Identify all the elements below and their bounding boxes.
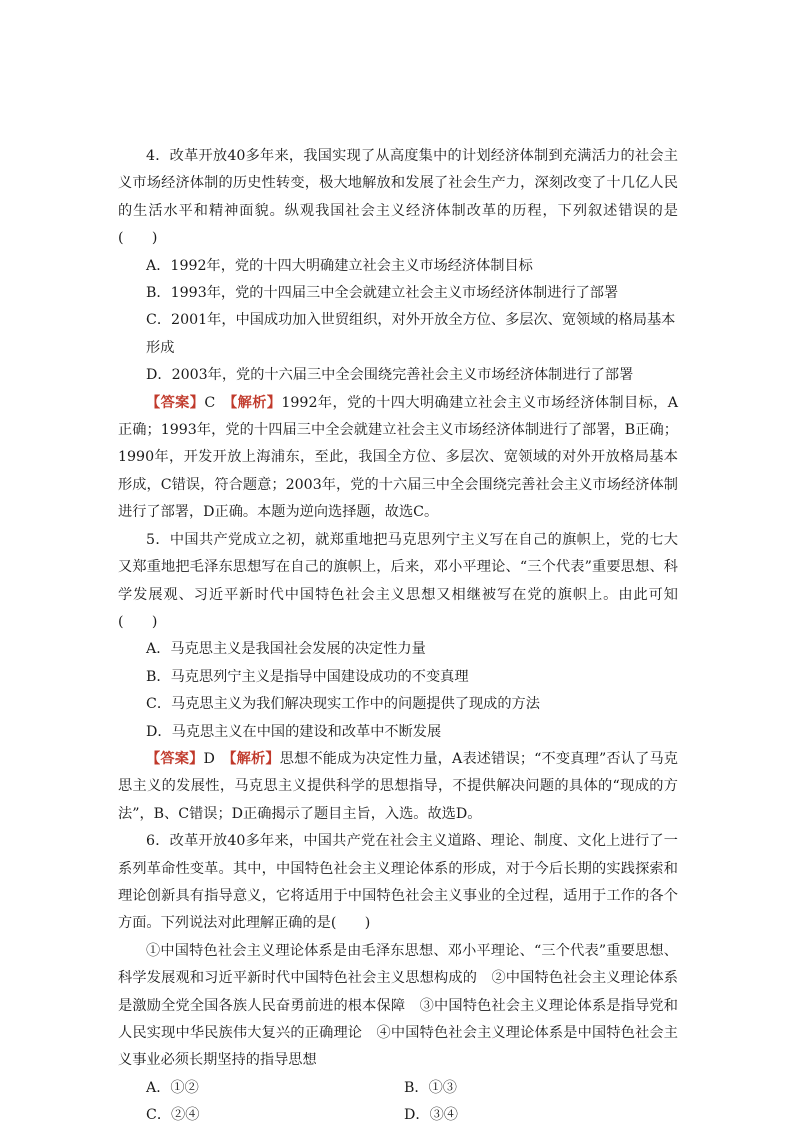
document-page bbox=[118, 143, 678, 1130]
question-5-option-a: A．马克思主义是我国社会发展的决定性力量 bbox=[146, 641, 426, 658]
question-6-option-d: D．③④ bbox=[404, 1107, 458, 1124]
question-4-option-b: B．1993年，党的十四届三中全会就建立社会主义市场经济体制进行了部署 bbox=[146, 285, 619, 302]
question-6-options-row-2 bbox=[118, 1102, 678, 1129]
question-4-answer bbox=[118, 390, 678, 527]
question-4-option-a: A．1992年，党的十四大明确建立社会主义市场经济体制目标 bbox=[146, 257, 533, 274]
analysis-text: 1992年，党的十四大明确建立社会主义市场经济体制目标，A正确；1993年，党的十四届三中全会就建立社会主义市场经济体制进行了部署，B正确；1990年，开发开放上海浦东，至此，我国全方位、多层次、宽领域的对外开放格局基本形成，C错误，符合题意；2003年，党的十六届三中全会围绕完善社会主义市场经济体制进行了部署，D正确。本题为逆向选择题，故选C。 bbox=[118, 394, 678, 521]
analysis-label: 【解析】 bbox=[230, 394, 282, 411]
question-6-option-b: B．①③ bbox=[404, 1079, 457, 1096]
question-5-option-d: D．马克思主义在中国的建设和改革中不断发展 bbox=[146, 723, 442, 740]
question-5-answer bbox=[118, 746, 678, 828]
question-6-option-c: C．②④ bbox=[146, 1107, 200, 1124]
question-6-options-row-1 bbox=[118, 1075, 678, 1102]
answer-value: C bbox=[204, 394, 231, 411]
question-4-stem: 4．改革开放40多年来，我国实现了从高度集中的计划经济体制到充满活力的社会主义市场经济体制的历史性转变，极大地解放和发展了社会生产力，深刻改变了十几亿人民的生活水平和精神面貌。纵观我国社会主义经济体制改革的历程，下列叙述错误的是( ) bbox=[118, 148, 678, 247]
question-5-option-c: C．马克思主义为我们解决现实工作中的问题提供了现成的方法 bbox=[146, 696, 540, 713]
answer-value: D bbox=[203, 750, 230, 767]
analysis-label: 【解析】 bbox=[229, 750, 280, 767]
question-6-option-a: A．①② bbox=[146, 1079, 199, 1096]
question-6-statements: ①中国特色社会主义理论体系是由毛泽东思想、邓小平理论、“三个代表”重要思想、科学发展观和习近平新时代中国特色社会主义思想构成的 ②中国特色社会主义理论体系是激励全党全国各族人民奋勇前进的根本保障 ③中国特色社会主义理论体系是指导党和人民实现中华民族伟大复兴的正确理论 ④中国特色社会主义理论体系是中国特色社会主义事业必须长期坚持的指导思想 bbox=[118, 942, 678, 1069]
answer-label: 【答案】 bbox=[146, 394, 205, 411]
question-4-option-c: C．2001年，中国成功加入世贸组织，对外开放全方位、多层次、宽领域的格局基本形成 bbox=[146, 312, 676, 356]
question-5-stem: 5．中国共产党成立之初，就郑重地把马克思列宁主义写在自己的旗帜上，党的七大又郑重地把毛泽东思想写在自己的旗帜上，后来，邓小平理论、“三个代表”重要思想、科学发展观、习近平新时代中国特色社会主义思想又相继被写在党的旗帜上。由此可知( ) bbox=[118, 531, 678, 630]
question-5-option-b: B．马克思列宁主义是指导中国建设成功的不变真理 bbox=[146, 668, 469, 685]
question-6-stem: 6．改革开放40多年来，中国共产党在社会主义道路、理论、制度、文化上进行了一系列革命性变革。其中，中国特色社会主义理论体系的形成，对于今后长期的实践探索和理论创新具有指导意义，它将适用于中国特色社会主义事业的全过程，适用于工作的各个方面。下列说法对此理解正确的是( ) bbox=[118, 833, 678, 932]
analysis-text: 思想不能成为决定性力量，A表述错误；“不变真理”否认了马克思主义的发展性，马克思主义提供科学的思想指导，不提供解决问题的具体的“现成的方法”，B、C错误；D正确揭示了题目主旨，入选。故选D。 bbox=[118, 750, 678, 822]
answer-label: 【答案】 bbox=[146, 750, 204, 767]
question-4-option-d: D．2003年，党的十六届三中全会围绕完善社会主义市场经济体制进行了部署 bbox=[146, 367, 634, 384]
